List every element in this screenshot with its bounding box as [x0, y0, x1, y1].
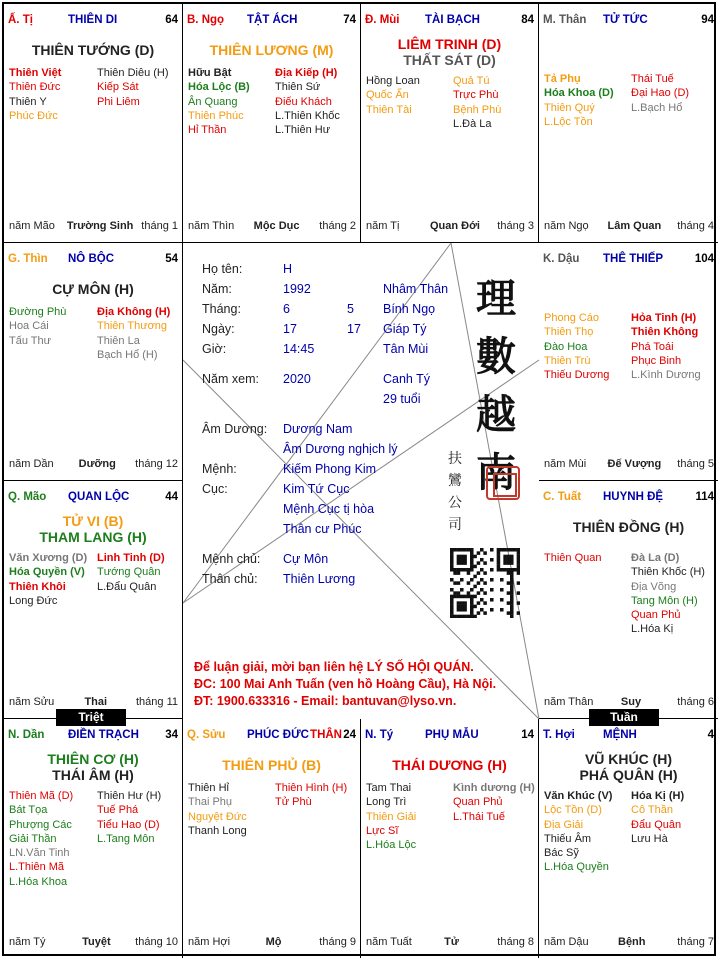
palace-position: B. Ngọ: [187, 14, 225, 26]
stars-left: [9, 551, 87, 608]
stars-right: [453, 781, 535, 824]
palace-age: 44: [165, 491, 178, 503]
minor-star: Bát Tọa: [9, 804, 48, 817]
palace-footer: [9, 458, 178, 472]
minor-star: Phượng Các: [9, 818, 72, 831]
triet-badge: Triệt: [56, 709, 126, 726]
minor-star: L.Tang Môn: [97, 832, 155, 845]
cuc-note2: Thân cư Phúc: [283, 522, 362, 536]
palace-name: TỬ TỨC: [603, 14, 648, 26]
palace-footer: [544, 696, 714, 710]
stars-left: [544, 311, 609, 382]
minor-star: Ân Quang: [188, 95, 238, 108]
stars-right: [631, 311, 701, 382]
main-star: CỰ MÔN (H): [52, 281, 134, 297]
minor-star: Bạch Hổ (H): [97, 348, 158, 361]
minor-star: Điếu Khách: [275, 95, 332, 108]
palace-footer: [9, 936, 178, 950]
stars-right: [97, 305, 170, 362]
minor-star: Bác Sỹ: [544, 847, 579, 860]
minor-star: L.Đẩu Quân: [97, 580, 157, 593]
minor-star: Thiên Mã (D): [9, 790, 74, 802]
minor-star: Thái Tuế: [631, 73, 674, 85]
stars-right: [631, 72, 689, 115]
stars-right: [275, 781, 347, 810]
main-star: THIÊN CƠ (H): [47, 751, 139, 767]
life-stage: Mộ: [265, 936, 282, 948]
palace-year: năm Dần: [9, 458, 54, 470]
minor-star: Thiên Thương: [97, 320, 168, 333]
main-star: THIÊN TƯỚNG (D): [31, 42, 155, 58]
palace-dan[interactable]: [4, 719, 183, 958]
minor-star: Thiên Đức: [9, 81, 61, 94]
minor-star: Phục Binh: [631, 354, 682, 367]
minor-star: LN.Văn Tinh: [9, 847, 70, 860]
stars-left: [188, 66, 250, 137]
minor-star: Long Đức: [9, 594, 58, 607]
minor-star: Bệnh Phù: [453, 103, 502, 116]
minor-star: L.Thiên Khốc: [275, 109, 340, 122]
minor-star: Địa Kiếp (H): [275, 67, 338, 79]
main-star: THÁI ÂM (H): [52, 767, 134, 783]
palace-name: THÊ THIẾP: [603, 253, 664, 265]
life-stage: Dưỡng: [78, 458, 116, 470]
minor-star: Thiên Hình (H): [275, 782, 348, 794]
stars-right: [631, 789, 684, 846]
main-star: THẤT SÁT (D): [403, 52, 496, 68]
palace-header: [187, 14, 356, 30]
minor-star: Đường Phù: [9, 306, 67, 318]
minor-star: Phong Cáo: [544, 312, 600, 324]
minor-star: Đẩu Quân: [631, 818, 682, 831]
palace-position: Q. Mão: [8, 491, 47, 503]
main-star: THIÊN PHỦ (B): [222, 757, 321, 773]
palace-than[interactable]: [539, 4, 718, 243]
palace-suu[interactable]: [183, 719, 361, 958]
minor-star: Hóa Kị (H): [631, 790, 685, 802]
palace-name: TÀI BẠCH: [425, 14, 480, 26]
stars-right: [97, 551, 165, 594]
minor-star: Tả Phụ: [544, 73, 581, 85]
minor-star: Tướng Quân: [97, 566, 161, 579]
palace-thin[interactable]: [4, 243, 183, 481]
main-star: THÁI DƯƠNG (H): [392, 757, 507, 773]
palace-year: năm Dậu: [544, 936, 589, 948]
palace-ty[interactable]: [4, 4, 183, 243]
minor-star: Thiên Y: [9, 95, 47, 108]
red-seal-stamp: [486, 466, 520, 500]
palace-month: tháng 10: [135, 936, 178, 948]
palace-age: 24: [343, 729, 356, 741]
life-stage: Bệnh: [618, 936, 646, 948]
main-star: TỬ VI (B): [62, 513, 124, 529]
minor-star: Hỉ Thần: [188, 124, 227, 137]
minor-star: Kiếp Sát: [97, 81, 139, 94]
minor-star: Địa Võng: [631, 580, 677, 593]
palace-month: tháng 2: [319, 220, 356, 232]
palace-month: tháng 1: [141, 220, 178, 232]
palace-position: G. Thìn: [8, 253, 48, 265]
age-value: 29 tuổi: [383, 392, 421, 406]
minor-star: Cô Thần: [631, 804, 673, 817]
life-stage: Quan Đới: [430, 220, 480, 232]
stars-left: [544, 789, 612, 875]
minor-star: L.Kình Dương: [631, 369, 701, 382]
palace-position: T. Hợi: [543, 729, 575, 741]
cuc-note1: Mệnh Cục tị hòa: [283, 502, 375, 516]
name-value: H: [283, 262, 293, 276]
minor-star: Nguyệt Đức: [188, 810, 247, 823]
palace-header: [543, 491, 714, 507]
palace-age: 4: [707, 729, 714, 741]
contact-phone-email[interactable]: ĐT: 1900.633316 - Email: bantuvan@lyso.vn.: [194, 694, 457, 708]
minor-star: Hữu Bật: [188, 67, 232, 79]
minor-star: Quả Tú: [453, 75, 490, 87]
stars-left: [9, 66, 61, 123]
calligraphy-char-2: 數: [476, 333, 516, 380]
day-value: 17: [283, 322, 297, 336]
palace-position: C. Tuất: [543, 491, 582, 503]
life-stage: Suy: [620, 696, 642, 708]
year-canchi: Nhâm Thân: [383, 282, 449, 296]
palace-position: N. Dần: [8, 729, 45, 741]
contact-address: ĐC: 100 Mai Anh Tuấn (ven hồ Hoàng Cầu), Hà Nội.: [194, 677, 497, 691]
day-canchi: Giáp Tý: [383, 322, 427, 336]
month-value: 6: [283, 302, 290, 316]
palace-year: năm Tý: [9, 936, 46, 948]
minor-star: L.Lộc Tồn: [544, 115, 593, 128]
palace-age: 84: [521, 14, 534, 26]
palace-month: tháng 5: [677, 458, 714, 470]
palace-year: năm Mão: [9, 220, 55, 232]
palace-footer: [9, 220, 178, 234]
palace-position: K. Dậu: [543, 253, 580, 265]
cuc-label: Cục:: [202, 482, 228, 496]
palace-year: năm Tị: [366, 220, 400, 232]
palace-header: [187, 729, 356, 745]
am-duong-label: Âm Dương:: [202, 422, 268, 436]
minor-star: Văn Xương (D): [9, 552, 88, 564]
minor-star: Thiên Việt: [9, 67, 62, 79]
palace-year: năm Thân: [544, 696, 594, 708]
minor-star: Hóa Lộc (B): [188, 81, 250, 94]
palace-name: THIÊN DI: [68, 14, 118, 26]
minor-star: Thiên Hư (H): [97, 790, 162, 802]
menh-label: Mệnh:: [202, 462, 237, 476]
minor-star: Long Trì: [366, 796, 407, 809]
stars-right: [631, 551, 705, 637]
life-stage: Thai: [84, 696, 108, 708]
palace-header: [543, 729, 714, 745]
main-star: PHÁ QUÂN (H): [579, 767, 678, 783]
stars-left: [366, 74, 420, 117]
minor-star: Thiên Diêu (H): [97, 67, 169, 79]
minor-star: L.Thiên Hư: [275, 124, 331, 137]
palace-name: QUAN LỘC: [68, 491, 130, 503]
minor-star: L.Bạch Hổ: [631, 101, 683, 114]
menh-chu-value: Cự Môn: [283, 552, 329, 566]
palace-footer: [544, 220, 714, 234]
palace-header: [8, 491, 178, 507]
minor-star: L.Đà La: [453, 117, 492, 130]
center-info-panel: [180, 240, 538, 716]
palace-name: MỆNH: [603, 729, 637, 741]
stars-right: [275, 66, 340, 137]
minor-star: Đà La (D): [631, 552, 680, 564]
palace-mui[interactable]: [361, 4, 539, 243]
main-star: VŨ KHÚC (H): [584, 751, 673, 767]
minor-star: Phi Liêm: [97, 95, 140, 108]
minor-star: Thiếu Âm: [544, 832, 592, 845]
cuc-value: Kim Tứ Cục: [283, 482, 350, 496]
minor-star: Thiên Hỉ: [188, 782, 229, 794]
minor-star: Thiếu Dương: [544, 369, 610, 382]
view-year-canchi: Canh Tý: [383, 372, 431, 386]
palace-position: Q. Sửu: [187, 729, 226, 741]
stars-right: [97, 66, 169, 109]
palace-age: 14: [521, 729, 534, 741]
palace-month: tháng 8: [497, 936, 534, 948]
minor-star: L.Hóa Lộc: [366, 839, 417, 852]
minor-star: Thiên Giải: [366, 810, 417, 823]
palace-header: [365, 729, 534, 745]
life-stage: Tử: [444, 936, 459, 948]
minor-star: Lộc Tồn (D): [544, 804, 602, 817]
main-star: THIÊN ĐỒNG (H): [572, 519, 685, 535]
calligraphy-char-3: 越: [476, 391, 516, 438]
minor-star: Thiên Tài: [366, 103, 412, 116]
palace-age: 114: [695, 491, 714, 503]
minor-star: Thiên Trù: [544, 354, 591, 367]
minor-star: Hóa Quyền (V): [9, 566, 85, 579]
palace-year: năm Thìn: [188, 220, 235, 232]
stars-right: [97, 789, 161, 846]
minor-star: Hồng Loan: [366, 75, 420, 87]
palace-name: HUYNH ĐỆ: [603, 491, 664, 503]
palace-footer: [366, 936, 534, 950]
palace-month: tháng 6: [677, 696, 714, 708]
palace-footer: [188, 936, 356, 950]
minor-star: Địa Không (H): [97, 306, 171, 318]
palace-header: [8, 729, 178, 745]
minor-star: Tang Môn (H): [631, 594, 698, 607]
minor-star: Thiên Phúc: [188, 109, 244, 122]
view-year-value: 2020: [283, 372, 311, 386]
main-star: LIÊM TRINH (D): [397, 36, 502, 52]
life-stage: Đế Vượng: [607, 458, 662, 470]
minor-star: Tử Phù: [275, 796, 312, 809]
minor-star: Thiên Không: [631, 326, 699, 339]
minor-star: Thiên Khốc (H): [631, 566, 705, 579]
minor-star: Linh Tinh (D): [97, 552, 165, 564]
minor-star: Tiểu Hao (D): [97, 818, 160, 831]
palace-name: ĐIỀN TRẠCH: [68, 729, 139, 741]
minor-star: Tuế Phá: [97, 804, 139, 817]
palace-month: tháng 11: [135, 696, 178, 708]
minor-star: Phá Toái: [631, 340, 674, 353]
minor-star: Quan Phủ: [453, 796, 503, 809]
year-label: Năm:: [202, 282, 232, 296]
hour-label: Giờ:: [202, 342, 227, 356]
minor-star: Hóa Khoa (D): [544, 87, 614, 100]
palace-age: 54: [165, 253, 178, 265]
palace-footer: [9, 696, 178, 710]
contact-block: [194, 659, 496, 710]
minor-star: Hỏa Tinh (H): [631, 312, 697, 324]
palace-mao[interactable]: [4, 481, 183, 719]
hour-canchi: Tân Mùi: [383, 342, 429, 356]
minor-star: Thiên Sứ: [275, 81, 321, 94]
stars-left: [188, 781, 247, 838]
palace-position: N. Tý: [365, 729, 394, 741]
palace-month: tháng 7: [677, 936, 714, 948]
minor-star: Thiên Thọ: [544, 326, 594, 339]
palace-name: NÔ BỘC: [68, 253, 114, 265]
month-label: Tháng:: [202, 302, 241, 316]
hour-value: 14:45: [283, 342, 315, 356]
minor-star: L.Hóa Kị: [631, 623, 674, 636]
palace-name: TẬT ÁCH: [247, 14, 298, 26]
palace-hoi[interactable]: [539, 719, 718, 958]
minor-star: Lưu Hà: [631, 832, 668, 845]
stars-left: [366, 781, 416, 852]
minor-star: Quốc Ấn: [366, 89, 409, 102]
life-stage: Trường Sinh: [66, 220, 134, 232]
palace-position: M. Thân: [543, 14, 587, 26]
palace-footer: [188, 220, 356, 234]
minor-star: Tấu Thư: [9, 334, 52, 347]
palace-age: 104: [694, 253, 714, 265]
year-value: 1992: [283, 282, 311, 296]
minor-star: L.Thiên Mã: [9, 861, 65, 874]
view-year-label: Năm xem:: [202, 372, 259, 386]
minor-star: Đào Hoa: [544, 340, 588, 353]
palace-ngo[interactable]: [183, 4, 361, 243]
minor-star: Thiên Quan: [544, 552, 602, 564]
palace-header: [365, 14, 534, 30]
stars-right: [453, 74, 501, 131]
palace-year: năm Tuất: [366, 936, 412, 948]
life-stage: Mộc Dục: [253, 220, 300, 232]
menh-chu-label: Mệnh chủ:: [202, 552, 261, 566]
palace-month: tháng 12: [135, 458, 178, 470]
palace-age: 34: [165, 729, 178, 741]
calligraphy-char-1: 理: [476, 275, 516, 322]
palace-name: PHÚC ĐỨC: [247, 729, 309, 741]
life-stage: Tuyệt: [82, 936, 111, 948]
palace-header: [8, 253, 178, 269]
tuan-badge: Tuần: [589, 709, 659, 726]
palace-age: 94: [701, 14, 714, 26]
stars-left: [544, 72, 614, 129]
minor-star: Tam Thai: [366, 782, 412, 794]
stars-left: [544, 551, 601, 565]
name-label: Họ tên:: [202, 262, 243, 276]
minor-star: Giải Thần: [9, 832, 57, 845]
life-stage: Lâm Quan: [607, 220, 662, 232]
palace-header: [543, 253, 714, 269]
seal-char-1: 扶: [448, 451, 462, 467]
minor-star: Địa Giải: [544, 818, 584, 831]
qr-code[interactable]: [450, 548, 520, 618]
month-lunar: 5: [347, 302, 354, 316]
palace-footer: [544, 936, 714, 950]
month-canchi: Bính Ngọ: [383, 302, 436, 316]
minor-star: Thiên Quý: [544, 101, 595, 114]
minor-star: Trực Phù: [453, 89, 499, 102]
seal-char-2: 鸞: [448, 473, 462, 489]
minor-star: Lực Sĩ: [366, 824, 399, 837]
palace-position: Đ. Mùi: [365, 14, 400, 26]
palace-tuat[interactable]: [539, 481, 718, 719]
am-duong-note: Âm Dương nghịch lý: [283, 442, 398, 456]
day-lunar: 17: [347, 322, 361, 336]
palace-age: 74: [343, 14, 356, 26]
main-star: THIÊN LƯƠNG (M): [209, 42, 334, 58]
palace-year: năm Sửu: [9, 696, 55, 708]
palace-month: tháng 3: [497, 220, 534, 232]
seal-char-4: 司: [448, 517, 462, 533]
palace-year: năm Hợi: [188, 936, 231, 948]
minor-star: Kình dương (H): [453, 782, 535, 794]
am-duong-value: Dương Nam: [283, 422, 353, 436]
palace-header: [8, 14, 178, 30]
minor-star: Thai Phụ: [188, 796, 233, 809]
minor-star: Đại Hao (D): [631, 87, 690, 100]
seal-char-3: 公: [448, 495, 462, 511]
palace-name: PHỤ MẪU: [425, 729, 479, 741]
palace-year: năm Mùi: [544, 458, 587, 470]
palace-month: tháng 4: [677, 220, 714, 232]
seal-text: [448, 448, 466, 536]
palace-year: năm Ngọ: [544, 220, 589, 232]
minor-star: Hoa Cái: [9, 320, 49, 333]
palace-dau[interactable]: [539, 243, 718, 481]
contact-line-1: Để luận giải, mời bạn liên hệ LÝ SỐ HỘI QUÁN.: [194, 660, 474, 674]
palace-footer: [366, 220, 534, 234]
minor-star: Thiên La: [97, 334, 140, 347]
palace-age: 64: [165, 14, 178, 26]
minor-star: Phúc Đức: [9, 109, 58, 122]
stars-left: [9, 305, 66, 348]
main-star: THAM LANG (H): [39, 529, 147, 545]
minor-star: L.Thái Tuế: [453, 810, 505, 823]
minor-star: Thanh Long: [188, 824, 247, 837]
palace-footer: [544, 458, 714, 472]
palace-ty2[interactable]: [361, 719, 539, 958]
palace-position: Ấ. Tị: [8, 14, 33, 26]
minor-star: Quan Phủ: [631, 609, 681, 622]
palace-month: tháng 9: [319, 936, 356, 948]
stars-left: [9, 789, 73, 889]
day-label: Ngày:: [202, 322, 235, 336]
minor-star: Thiên Khôi: [9, 580, 66, 593]
palace-header: [543, 14, 714, 30]
than-chu-value: Thiên Lương: [283, 572, 356, 586]
minor-star: Văn Khúc (V): [544, 790, 613, 802]
than-chu-label: Thân chủ:: [202, 572, 258, 586]
calligraphy-char-4: 南: [476, 449, 516, 496]
minor-star: L.Hóa Khoa: [9, 875, 68, 888]
minor-star: L.Hóa Quyền: [544, 861, 609, 874]
menh-value: Kiếm Phong Kim: [283, 462, 377, 476]
than-marker: THÂN: [310, 729, 342, 741]
